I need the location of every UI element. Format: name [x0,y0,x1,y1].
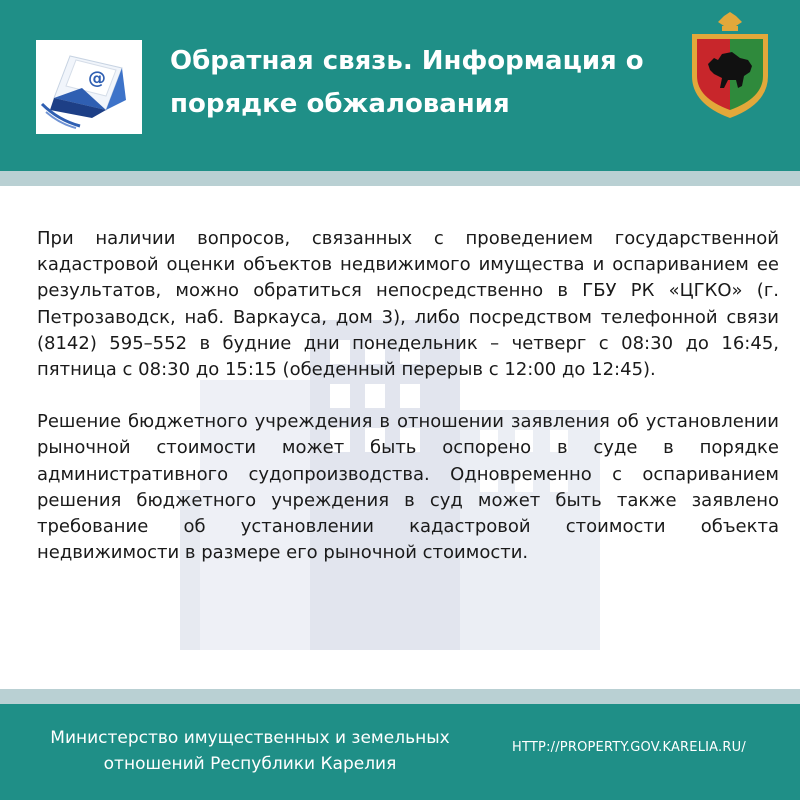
main-content [37,226,779,566]
contact-info-paragraph: При наличии вопросов, связанных с проведением государственной кадастровой оценки объектов недвижимого имущества и оспариванием ее результатов, можно обратиться непосредственно в ГБУ РК «ЦГКО» (г. Петрозаводск, наб. Варкауса, дом 3), либо посредством телефонной связи (8142) 595–552 в будние дни понедельник – четверг с 08:30 до 16:45, пятница с 08:30 до 15:15 (обеденный перерыв с 12:00 до 12:45). [37,228,779,381]
ministry-name: Министерство имущественных и земельных отношений Республики Карелия [50,728,450,774]
page-title: Обратная связь. Информация о порядке обжалования [170,46,644,119]
footer-divider-stripe [0,689,800,704]
svg-text:@: @ [88,68,106,89]
email-envelope-icon [36,40,142,134]
appeal-info-paragraph: Решение бюджетного учреждения в отношении заявления об установлении рыночной стоимости может быть оспорено в суде в порядке административного судопроизводства. Одновременно с оспариванием решения бюджетного учреждения в суд может быть также заявлено требование об установлении кадастровой стоимости объекта недвижимости в размере его рыночной стоимости. [37,411,779,564]
footer-banner [0,704,800,800]
website-link[interactable]: HTTP://PROPERTY.GOV.KARELIA.RU/ [512,740,746,755]
header-divider-stripe [0,171,800,186]
karelia-coat-of-arms-icon [688,12,772,120]
